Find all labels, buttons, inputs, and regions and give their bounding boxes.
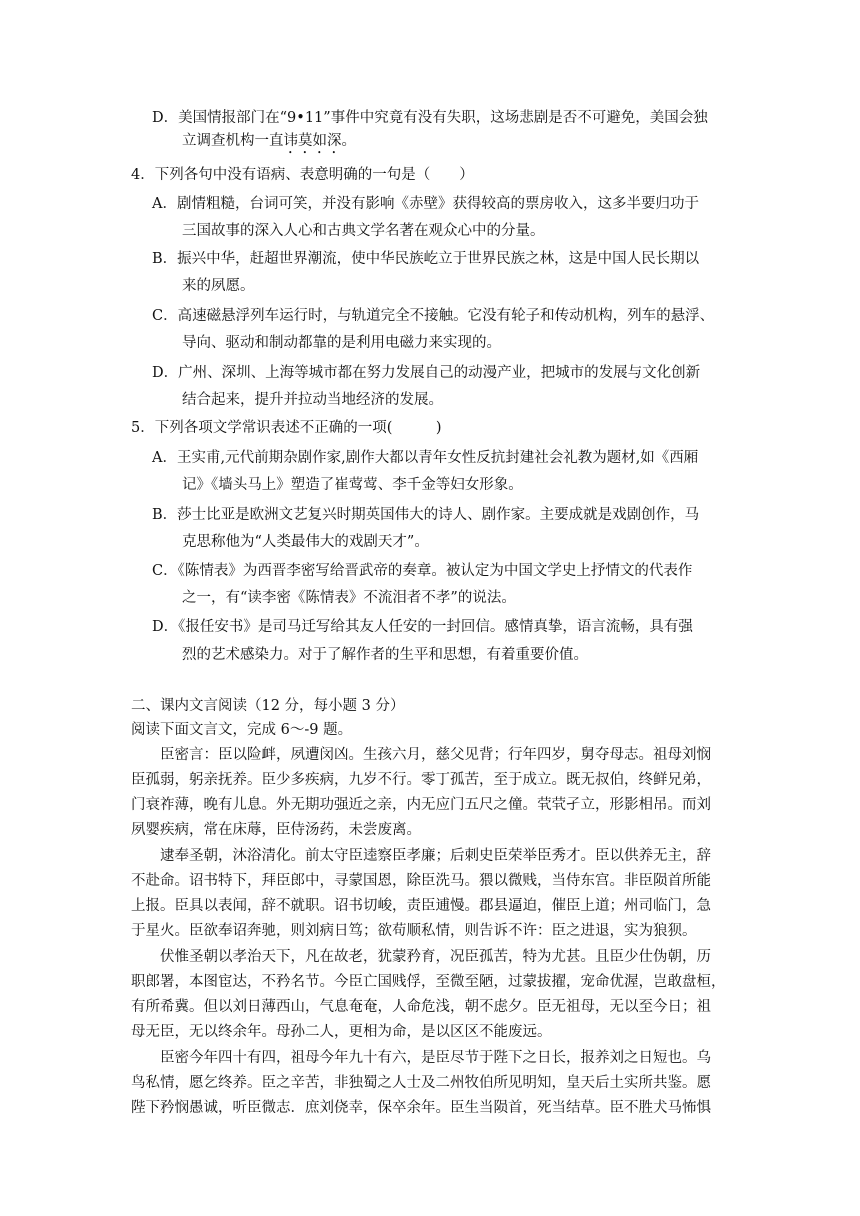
q3-option-d <box>152 108 708 128</box>
option-text: 剧情粗糙，台词可笑，并没有影响《赤壁》获得较高的票房收入，这多半要归功于 <box>176 196 699 212</box>
option-text: 广州、深圳、上海等城市都在努力发展自己的动漫产业，把城市的发展与文化创新 <box>178 365 701 381</box>
option-text: 。 <box>341 133 356 149</box>
option-label: A． <box>152 450 177 466</box>
passage-line: 伏惟圣朝以孝治天下，凡在故老，犹蒙矜育，况臣孤苦，特为尤甚。且臣少仕伪朝，历 <box>160 949 711 965</box>
option-text: 《陈情表》为西晋李密写给晋武帝的奏章。被认定为中国文学史上抒情文的代表作 <box>177 563 693 579</box>
q4-option-b-cont: 来的夙愿。 <box>182 278 255 294</box>
option-text: 美国情报部门在“9•11”事件中究竟有没有失职，这场悲剧是否不可避免，美国会独 <box>178 110 708 126</box>
option-label: B． <box>152 251 178 267</box>
passage-line: 臣孤弱，躬亲抚养。臣少多疾病，九岁不行。零丁孤苦，至于成立。既无叔伯，终鲜兄弟， <box>131 772 711 788</box>
q4-option-c-cont: 导向、驱动和制动都靠的是利用电磁力来实现的。 <box>182 335 501 351</box>
q5-option-c-cont: 之一，有“读李密《陈情表》不流泪者不孝”的说法。 <box>182 590 516 606</box>
option-text: 王实甫,元代前期杂剧作家,剧作大都以青年女性反抗封建社会礼教为题材,如《西厢 <box>176 450 699 466</box>
passage-line: 母无臣，无以终余年。母孙二人，更相为命，是以区区不能废远。 <box>131 1024 552 1040</box>
option-text: 莎士比亚是欧洲文艺复兴时期英国伟大的诗人、剧作家。主要成就是戏剧创作，马 <box>177 507 700 523</box>
passage-line: 上报。臣具以表闻，辞不就职。诏书切峻，责臣逋慢。郡县逼迫，催臣上道；州司临门，急 <box>131 898 711 914</box>
option-label: B． <box>152 507 178 523</box>
section-heading: 二、课内文言阅读（12 分，每小题 3 分） <box>131 698 405 714</box>
option-label: D． <box>152 619 179 635</box>
option-label: D． <box>152 365 179 381</box>
option-text: 立调查机构一直 <box>182 133 284 149</box>
passage-line: 鸟私情，愿乞终养。臣之辛苦，非独蜀之人士及二州牧伯所见明知，皇天后土实所共鉴。愿 <box>131 1075 711 1091</box>
option-text: 高速磁悬浮列车运行时，与轨道完全不接触。它没有轮子和传动机构，列车的悬浮、 <box>177 308 715 324</box>
q4-option-b <box>152 249 699 269</box>
passage-line: 臣密言：臣以险衅，夙遭闵凶。生孩六月，慈父见背；行年四岁，舅夺母志。祖母刘悯 <box>160 747 711 763</box>
option-label: C． <box>152 308 178 324</box>
q5-option-a-cont: 记》《墙头马上》塑造了崔莺莺、李千金等妇女形象。 <box>182 477 523 493</box>
option-text: 振兴中华，赶超世界潮流，使中华民族屹立于世界民族之林，这是中国人民长期以 <box>177 251 700 267</box>
option-label: A． <box>152 196 177 212</box>
option-text: 《报任安书》是司马迁写给其友人任安的一封回信。感情真挚，语言流畅，具有强 <box>178 619 693 635</box>
q5-option-b-cont: 克思称他为“人类最伟大的戏剧天才”。 <box>182 534 429 550</box>
passage-line: 陛下矜悯愚诚，听臣微志．庶刘侥幸，保卒余年。臣生当陨首，死当结草。臣不胜犬马怖惧 <box>131 1100 711 1116</box>
option-label: C． <box>152 563 178 579</box>
q4-option-d <box>152 363 700 383</box>
q4-option-c <box>152 306 714 326</box>
passage-line: 门衰祚薄，晚有儿息。外无期功强近之亲，内无应门五尺之僮。茕茕孑立，形影相吊。而刘 <box>131 797 711 813</box>
q5-option-b <box>152 505 699 525</box>
passage-line: 职郎署，本图宦达，不矜名节。今臣亡国贱俘，至微至陋，过蒙拔擢，宠命优渥，岂敢盘桓， <box>131 974 726 990</box>
passage-line: 不赴命。诏书特下，拜臣郎中，寻蒙国恩，除臣洗马。猥以微贱，当侍东宫。非臣陨首所能 <box>131 873 711 889</box>
q3-option-d-cont <box>182 131 356 157</box>
passage-line: 夙婴疾病，常在床蓐，臣侍汤药，未尝废离。 <box>131 822 421 838</box>
q4-option-a <box>152 194 699 214</box>
q5-option-a <box>152 448 698 468</box>
q4-option-a-cont: 三国故事的深入人心和古典文学名著在观众心中的分量。 <box>182 223 545 239</box>
option-label: D． <box>152 110 179 126</box>
q4-stem: 4．下列各句中没有语病、表意明确的一句是（ ） <box>131 167 474 183</box>
passage-line: 有所希冀。但以刘日薄西山，气息奄奄，人命危浅，朝不虑夕。臣无祖母，无以至今日；祖 <box>131 999 711 1015</box>
q5-option-d-cont: 烈的艺术感染力。对于了解作者的生平和思想，有着重要价值。 <box>182 647 588 663</box>
passage-line: 逮奉圣朝，沐浴清化。前太守臣逵察臣孝廉；后刺史臣荣举臣秀才。臣以供养无主，辞 <box>160 848 711 864</box>
section-instruction: 阅读下面文言文，完成 6～-9 题。 <box>131 722 353 738</box>
emphasized-phrase: 讳莫如深 <box>283 133 342 149</box>
q5-stem: 5．下列各项文学常识表述不正确的一项( ) <box>131 420 442 436</box>
q4-option-d-cont: 结合起来，提升并拉动当地经济的发展。 <box>182 392 443 408</box>
passage-line: 于星火。臣欲奉诏奔驰，则刘病日笃；欲苟顺私情，则告诉不许：臣之进退，实为狼狈。 <box>131 923 697 939</box>
passage-line: 臣密今年四十有四，祖母今年九十有六，是臣尽节于陛下之日长，报养刘之日短也。乌 <box>160 1050 711 1066</box>
q5-option-c <box>152 561 692 581</box>
q5-option-d <box>152 617 693 637</box>
